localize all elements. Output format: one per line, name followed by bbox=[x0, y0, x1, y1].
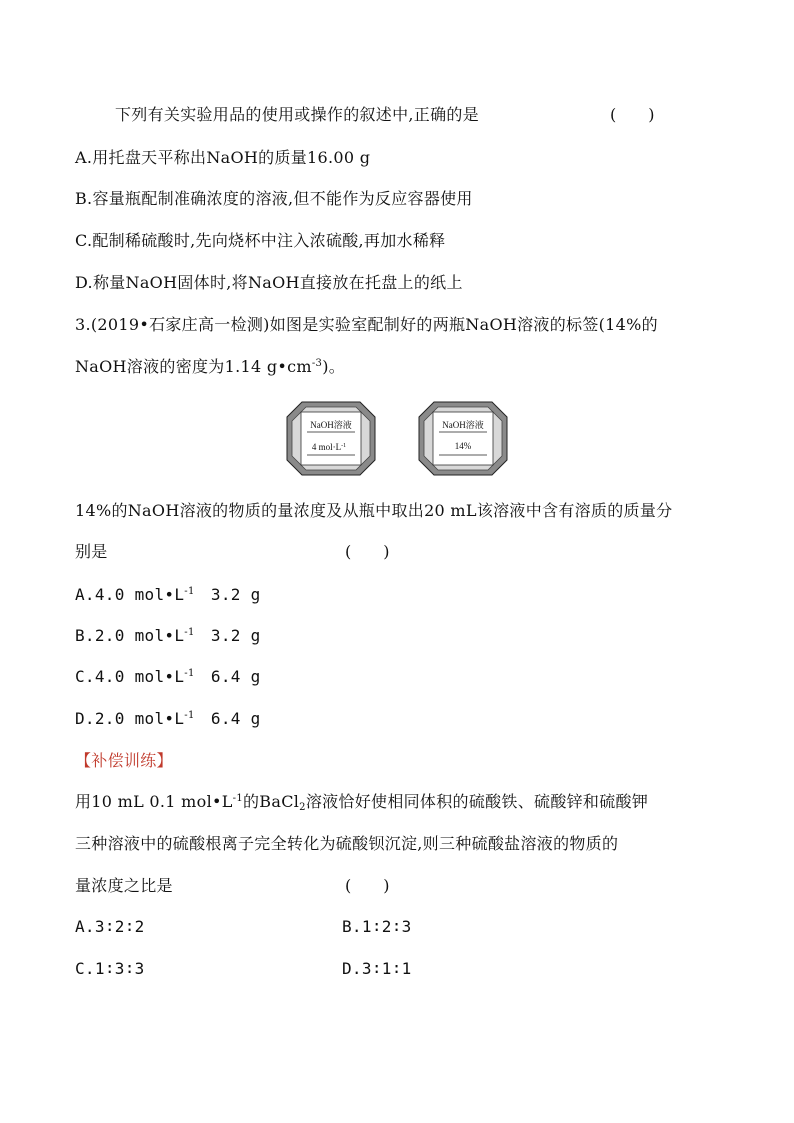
superscript: -1 bbox=[184, 710, 195, 721]
superscript: -1 bbox=[184, 586, 195, 597]
option-a bbox=[75, 584, 261, 606]
option-text: A.4.0 mol•L bbox=[75, 585, 185, 604]
label-2-title: NaOH溶液 bbox=[442, 420, 484, 430]
line-text: 的BaCl bbox=[243, 792, 300, 811]
option-c: C.配制稀硫酸时,先向烧杯中注入浓硫酸,再加水稀释 bbox=[75, 231, 446, 250]
stem-text: )。 bbox=[322, 357, 346, 376]
question-stem: 下列有关实验用品的使用或操作的叙述中,正确的是 bbox=[115, 105, 479, 124]
supplement-line1 bbox=[75, 791, 648, 813]
answer-paren: ( ) bbox=[345, 876, 390, 895]
line-text: 溶液恰好使相同体积的硫酸铁、硫酸锌和硫酸钾 bbox=[305, 792, 649, 811]
option-b: B.容量瓶配制准确浓度的溶液,但不能作为反应容器使用 bbox=[75, 189, 473, 208]
option-d: D.3∶1∶1 bbox=[342, 959, 412, 978]
stem-text: NaOH溶液的密度为1.14 g•cm bbox=[75, 357, 312, 376]
superscript: -1 bbox=[184, 627, 195, 638]
option-a: A.3∶2∶2 bbox=[75, 917, 145, 936]
answer-paren: ( ) bbox=[345, 542, 390, 561]
label-1-value bbox=[312, 442, 346, 452]
supplement-line3: 量浓度之比是 bbox=[75, 876, 173, 895]
line-text: 用10 mL 0.1 mol•L bbox=[75, 792, 233, 811]
option-text: 3.2 g bbox=[194, 585, 261, 604]
option-text: D.2.0 mol•L bbox=[75, 709, 185, 728]
option-text: 6.4 g bbox=[194, 667, 261, 686]
question-3-line2: 别是 bbox=[75, 542, 108, 561]
question-3-stem-line1: 3.(2019•石家庄高一检测)如图是实验室配制好的两瓶NaOH溶液的标签(14%的 bbox=[75, 315, 658, 334]
subscript: 2 bbox=[299, 802, 306, 813]
superscript: -1 bbox=[184, 668, 195, 679]
question-3-stem-line2 bbox=[75, 356, 345, 378]
option-b: B.1∶2∶3 bbox=[342, 917, 412, 936]
option-text: C.4.0 mol•L bbox=[75, 667, 185, 686]
section-heading: 【补偿训练】 bbox=[75, 751, 173, 770]
option-text: B.2.0 mol•L bbox=[75, 626, 185, 645]
option-text: 6.4 g bbox=[194, 709, 261, 728]
superscript: -3 bbox=[311, 358, 323, 369]
superscript: -1 bbox=[232, 793, 243, 804]
answer-paren: ( ) bbox=[610, 105, 655, 124]
option-a: A.用托盘天平称出NaOH的质量16.00 g bbox=[75, 148, 371, 167]
option-c bbox=[75, 666, 261, 688]
option-b bbox=[75, 625, 261, 647]
option-text: 3.2 g bbox=[194, 626, 261, 645]
option-c: C.1∶3∶3 bbox=[75, 959, 145, 978]
question-3-line1: 14%的NaOH溶液的物质的量浓度及从瓶中取出20 mL该溶液中含有溶质的质量分 bbox=[75, 501, 673, 520]
option-d: D.称量NaOH固体时,将NaOH直接放在托盘上的纸上 bbox=[75, 273, 463, 292]
bottle-label-2 bbox=[418, 401, 508, 476]
supplement-line2: 三种溶液中的硫酸根离子完全转化为硫酸钡沉淀,则三种硫酸盐溶液的物质的 bbox=[75, 834, 619, 853]
label-value-sup: -1 bbox=[341, 443, 347, 449]
label-1-title: NaOH溶液 bbox=[310, 420, 352, 430]
bottle-label-1 bbox=[286, 401, 376, 476]
label-2-value: 14% bbox=[454, 441, 472, 451]
option-d bbox=[75, 708, 261, 730]
label-value-text: 4 mol·L bbox=[311, 442, 342, 452]
